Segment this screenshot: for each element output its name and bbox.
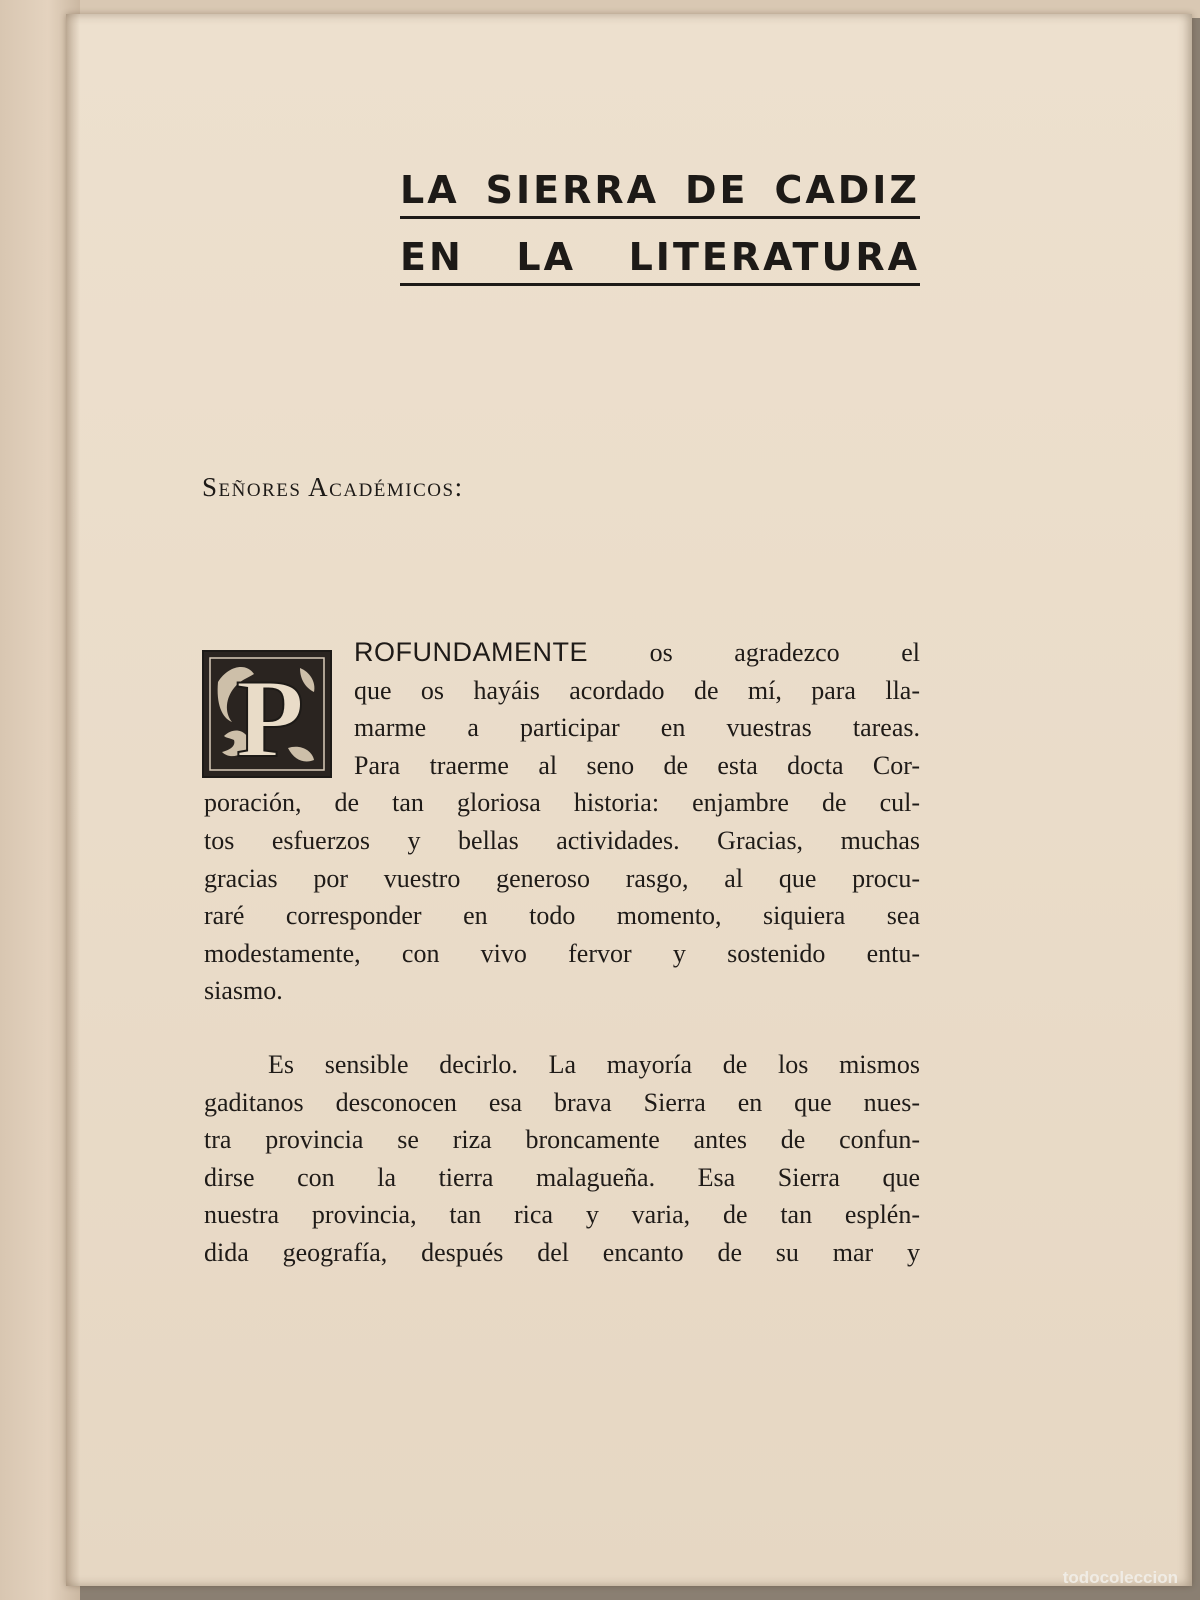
text-line: tra provincia se riza broncamente antes de confun- (204, 1125, 920, 1155)
text-line: dida geografía, después del encanto de su mar y (204, 1237, 920, 1267)
text-line: que os hayáis acordado de mí, para lla- (354, 675, 920, 705)
text-line: marme a participar en vuestras tareas. (354, 713, 920, 743)
page-gutter-shadow (66, 14, 80, 1586)
book-page (66, 14, 1192, 1586)
text-line: tos esfuerzos y bellas actividades. Gracias, muchas (204, 825, 920, 855)
text-line: nuestra provincia, tan rica y varia, de tan esplén- (204, 1200, 920, 1230)
text-line: gracias por vuestro generoso rasgo, al que procu- (204, 863, 920, 893)
title-rule-2 (400, 283, 920, 286)
title-rule-1 (400, 216, 920, 219)
dropcap-letter: P (235, 657, 305, 776)
paragraph-1 (204, 634, 920, 1010)
salutation: Señores Académicos: (202, 472, 464, 502)
text-line: modestamente, con vivo fervor y sostenido entu- (204, 938, 920, 968)
text-line: Para traerme al seno de esta docta Cor- (354, 750, 920, 780)
text-line: raré corresponder en todo momento, siquiera sea (204, 901, 920, 931)
text-line: dirse con la tierra malagueña. Esa Sierra que (204, 1162, 920, 1192)
lead-word: ROFUNDAMENTE (354, 637, 588, 667)
text-line: gaditanos desconocen esa brava Sierra en que nues- (204, 1087, 920, 1117)
chapter-title (400, 164, 920, 298)
text-line: siasmo. (204, 976, 283, 1006)
first-line-rest: os agradezco el (649, 638, 921, 667)
paragraph-1-line-1 (204, 634, 920, 672)
paragraph-2 (204, 1046, 920, 1272)
title-line-1: LA SIERRA DE CADIZ (400, 168, 920, 212)
title-line-2: EN LA LITERATURA (400, 235, 920, 279)
text-line: Es sensible decirlo. La mayoría de los mismos (268, 1050, 920, 1079)
text-line: poración, de tan gloriosa historia: enjambre de cul- (204, 788, 920, 818)
watermark-logo: todocoleccion (1062, 1568, 1178, 1587)
